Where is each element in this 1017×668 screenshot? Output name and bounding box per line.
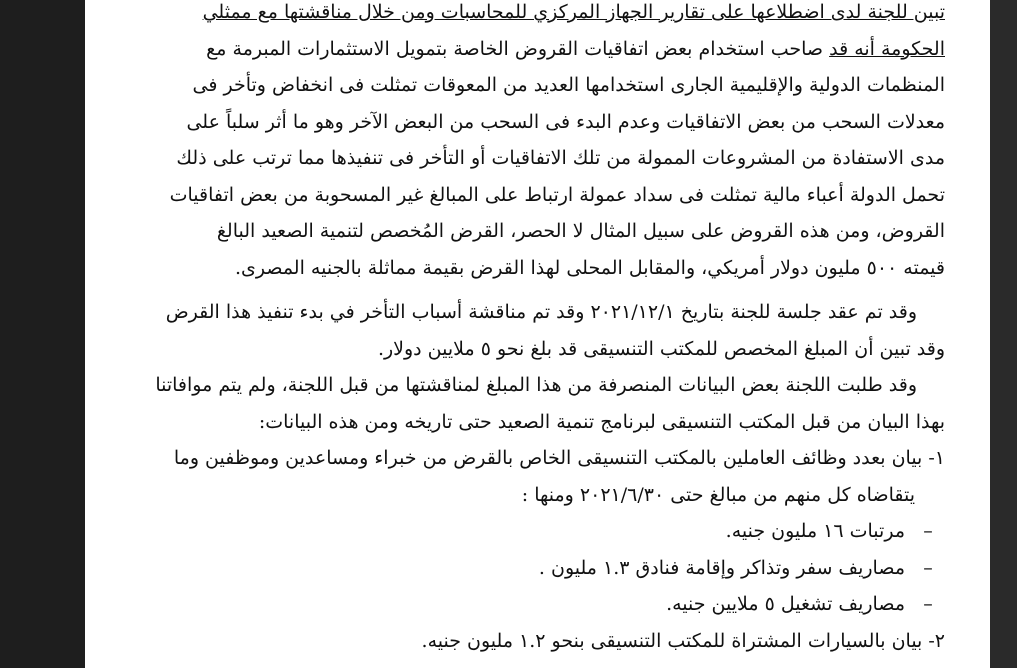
paragraph-1-line-1: تبين للجنة لدى اضطلاعها على تقارير الجهاز المركزي للمحاسبات ومن خلال مناقشتها مع ممثلي bbox=[202, 1, 945, 23]
paragraph-1-line-6: تحمل الدولة أعباء مالية تمثلت فى سداد عمولة ارتباط على المبالغ غير المسحوبة من بعض اتفاقيات bbox=[169, 183, 945, 206]
paragraph-1-line-5: مدى الاستفادة من المشروعات الممولة من تلك الاتفاقيات أو التأخر فى تنفيذها مما ترتب على ذلك bbox=[176, 147, 945, 169]
document-page bbox=[85, 0, 990, 668]
list-item-1-number: ١- bbox=[928, 447, 945, 469]
list-bullet-1 bbox=[125, 513, 945, 550]
list-item-1 bbox=[125, 440, 945, 477]
paragraph-1-line-8: قيمته ٥٠٠ مليون دولار أمريكي، والمقابل المحلى لهذا القرض بقيمة مماثلة بالجنيه المصرى. bbox=[234, 256, 945, 279]
list-bullet-2 bbox=[125, 550, 945, 587]
list-bullet-text: مرتبات ١٦ مليون جنيه. bbox=[725, 520, 905, 542]
paragraph-2-line-2: وقد تبين أن المبلغ المخصص للمكتب التنسيقى قد بلغ نحو ٥ ملايين دولار. bbox=[377, 337, 945, 360]
paragraph-2-line-1: وقد تم عقد جلسة للجنة بتاريخ ٢٠٢١/١٢/١ وقد تم مناقشة أسباب التأخر في بدء تنفيذ هذا القرض bbox=[165, 301, 917, 323]
list-bullet-3 bbox=[125, 586, 945, 623]
numbered-list bbox=[125, 440, 945, 659]
bullet-dash-icon: – bbox=[923, 556, 933, 579]
list-item-2 bbox=[125, 623, 945, 660]
list-bullet-text: مصاريف تشغيل ٥ ملايين جنيه. bbox=[666, 593, 905, 615]
paragraph-3-line-2: بهذا البيان من قبل المكتب التنسيقى لبرنامج تنمية الصعيد حتى تاريخه ومن هذه البيانات: bbox=[258, 410, 945, 433]
paragraph-1-line-2 bbox=[125, 31, 945, 68]
list-bullet-text: مصاريف سفر وتذاكر وإقامة فنادق ١.٣ مليون . bbox=[538, 556, 905, 579]
paragraph-1-line-2-rest: صاحب استخدام بعض اتفاقيات القروض الخاصة بتمويل الاستثمارات المبرمة مع bbox=[206, 37, 824, 60]
paragraph-1-line-4: معدلات السحب من بعض الاتفاقيات وعدم البدء فى السحب من البعض الآخر وهو ما أثر سلباً على bbox=[186, 110, 945, 133]
paragraph-1-line-3: المنظمات الدولية والإقليمية الجارى استخدامها العديد من المعوقات تمثلت فى انخفاض وتأخر فى bbox=[192, 74, 945, 96]
paragraph-1-line-7: القروض، ومن هذه القروض على سبيل المثال لا الحصر، القرض المُخصص لتنمية الصعيد البالغ bbox=[216, 220, 945, 242]
document-body bbox=[125, 0, 945, 659]
list-item-1-line-1: بيان بعدد وظائف العاملين بالمكتب التنسيقى الخاص بالقرض من خبراء ومساعدين وموظفين وما bbox=[173, 447, 923, 469]
paragraph-2 bbox=[125, 294, 945, 367]
paragraph-3 bbox=[125, 367, 945, 440]
viewer-left-margin bbox=[0, 0, 85, 668]
list-item-2-line-1: بيان بالسيارات المشتراة للمكتب التنسيقى بنحو ١.٢ مليون جنيه. bbox=[421, 629, 923, 652]
paragraph-1 bbox=[125, 0, 945, 286]
bullet-dash-icon: – bbox=[923, 520, 933, 542]
paragraph-3-line-1: وقد طلبت اللجنة بعض البيانات المنصرفة من هذا المبلغ لمناقشتها من قبل اللجنة، ولم يتم موافاتنا bbox=[155, 374, 917, 396]
viewer-scrollbar-area[interactable] bbox=[990, 0, 1017, 668]
list-item-2-number: ٢- bbox=[928, 629, 945, 652]
list-item-1-line-2: يتقاضاه كل منهم من مبالغ حتى ٢٠٢١/٦/٣٠ ومنها : bbox=[521, 483, 915, 506]
underlined-phrase: الحكومة أنه قد bbox=[829, 37, 945, 60]
bullet-dash-icon: – bbox=[923, 593, 933, 615]
